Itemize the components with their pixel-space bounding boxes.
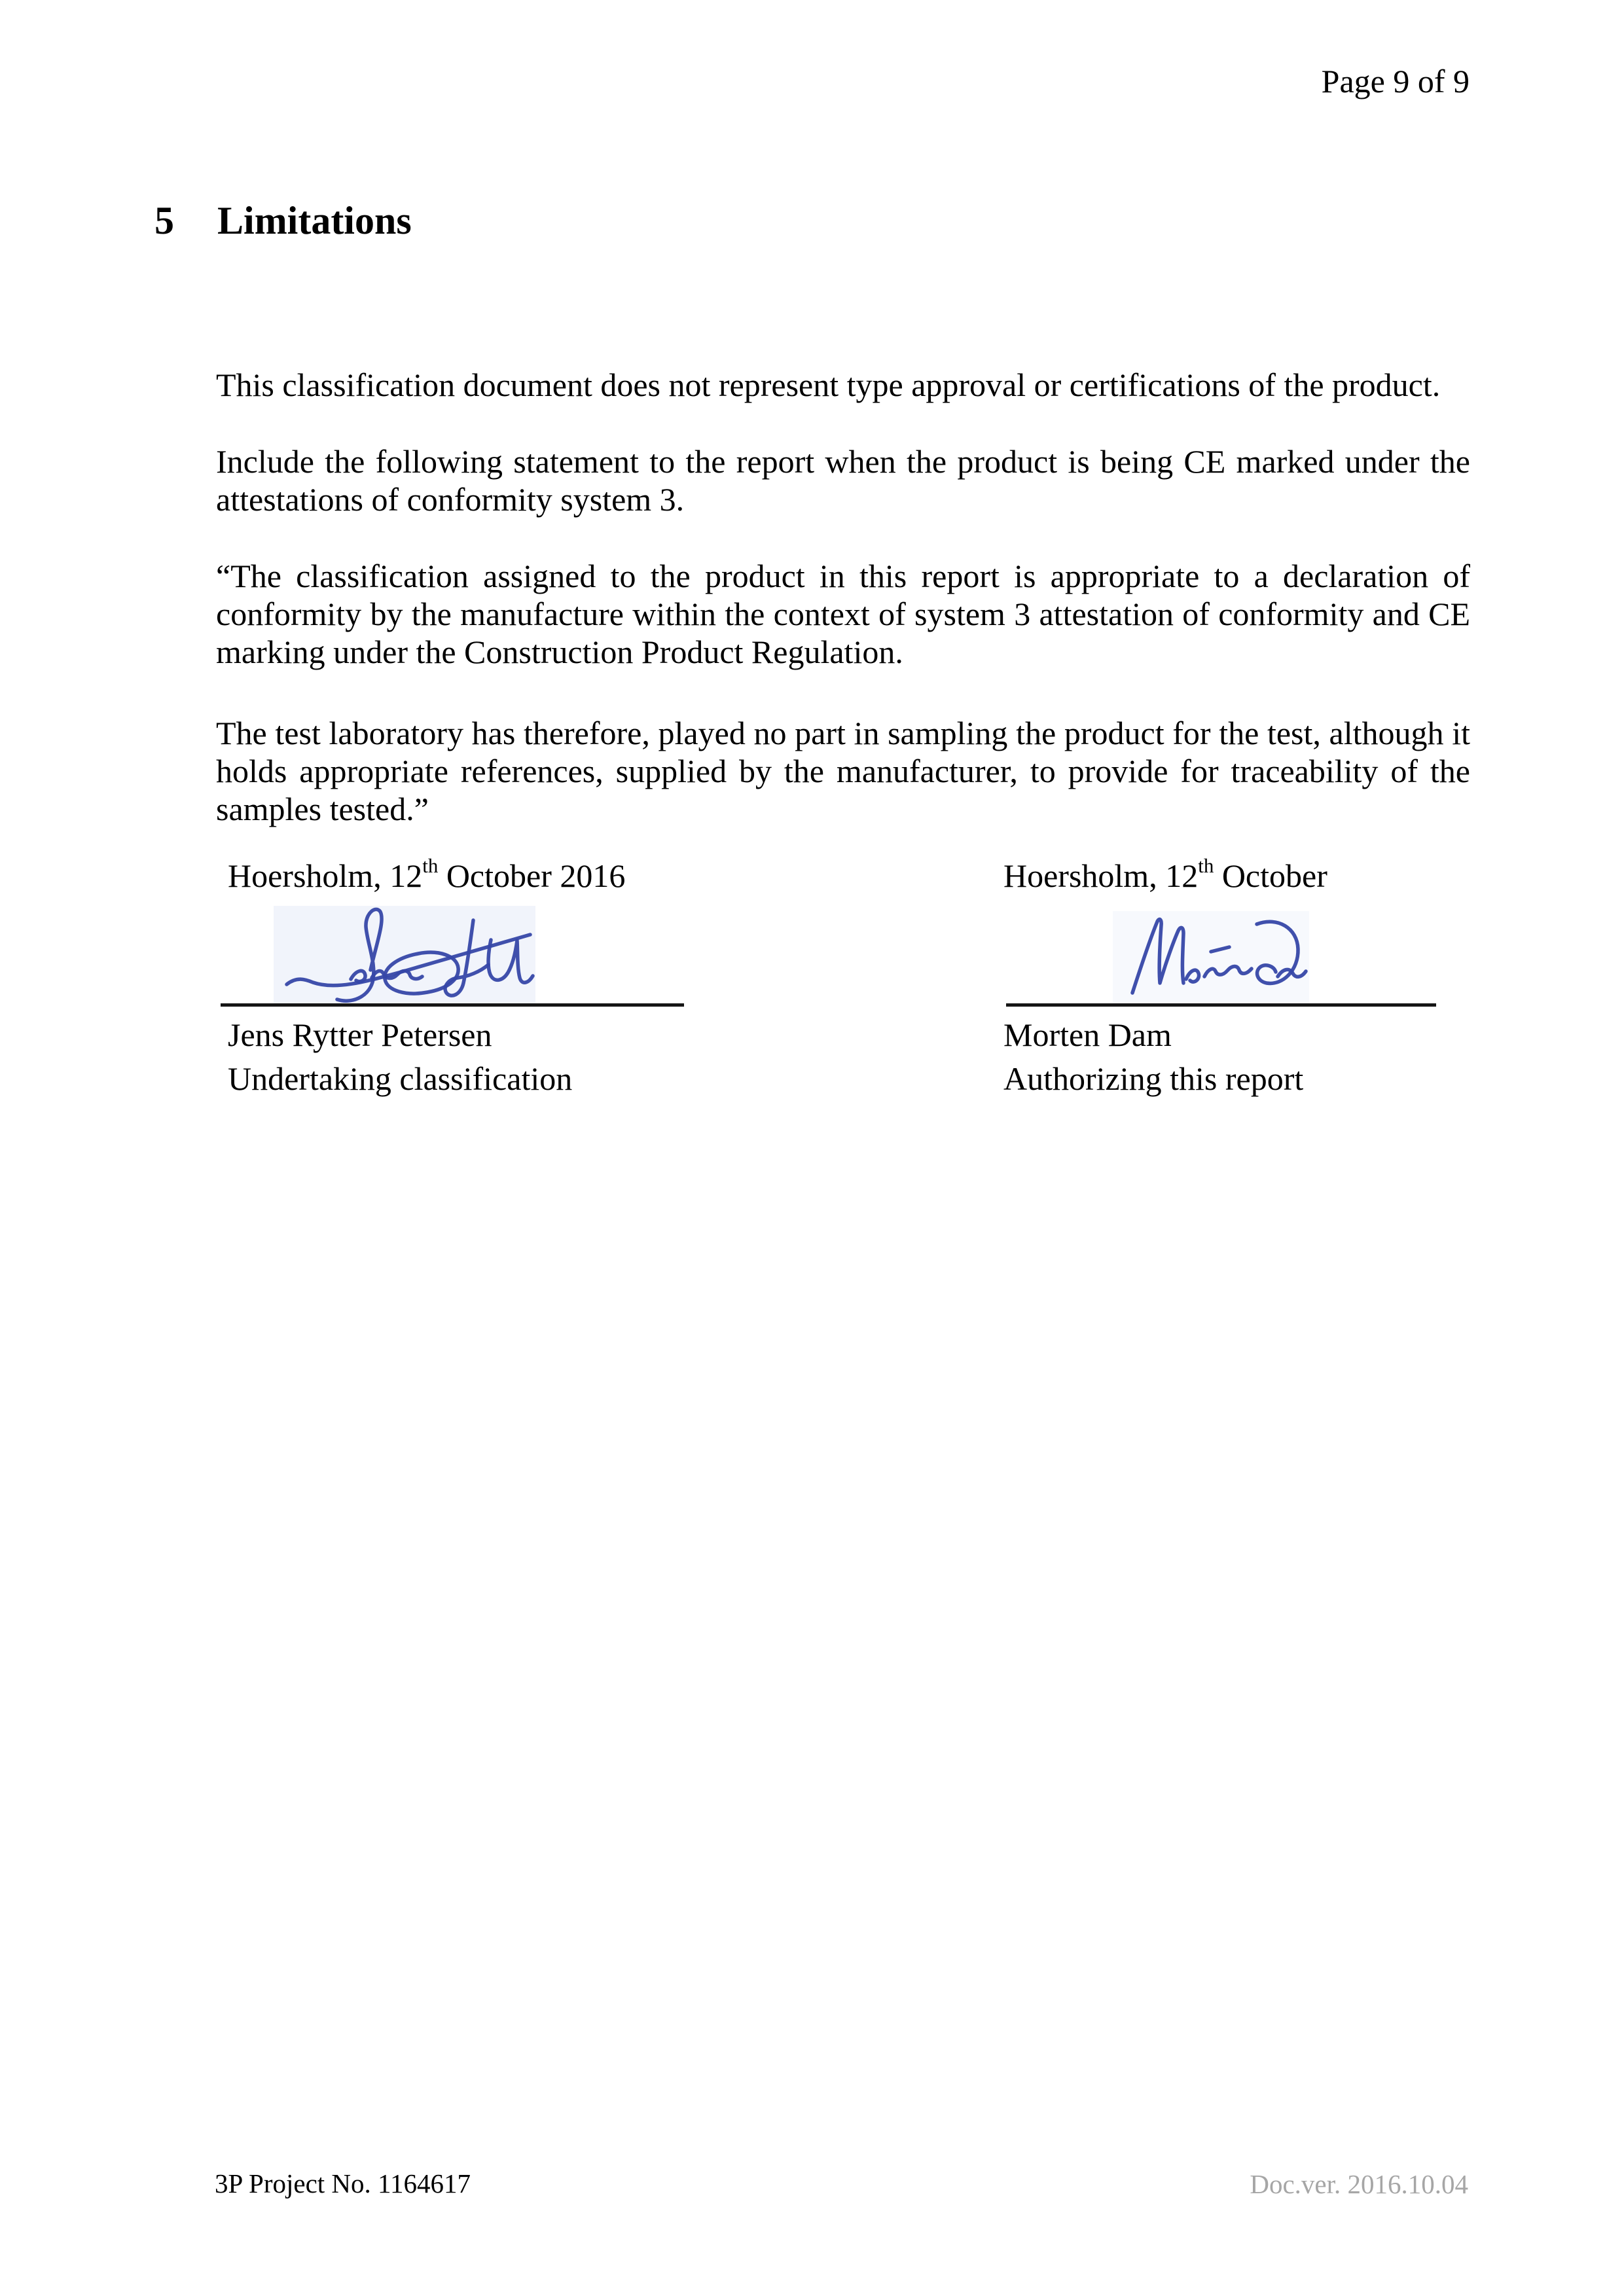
page-number: Page 9 of 9 [1321,63,1470,99]
section-number: 5 [154,199,174,242]
signature-date-right-rest: October [1214,857,1327,894]
section-title: Limitations [217,199,412,242]
paragraph-type-approval: This classification document does not represent type approval or certifications of the product. [216,367,1441,403]
morten-dam-signature [1113,911,1309,1006]
signature-date-left [228,854,626,899]
paragraph-include-statement: Include the following statement to the report when the product is being CE marked under the attestations of conformity system 3. [216,443,1470,518]
signature-date-right-ordinal: th [1198,854,1214,877]
paragraph-test-laboratory: The test laboratory has therefore, played no part in sampling the product for the test, although it holds appropriate references, supplied by the manufacturer, to provide for traceability of the samples tested.” [216,715,1470,827]
jens-rytter-petersen-signature [274,906,535,1004]
signature-line-left [221,1003,684,1007]
signatory-name-left: Jens Rytter Petersen [228,1016,492,1053]
section-heading [154,198,412,243]
signature-line-right [1006,1003,1436,1007]
signatory-name-right: Morten Dam [1003,1016,1172,1053]
footer-project-number: 3P Project No. 1164617 [215,2168,471,2198]
signature-date-right [1003,854,1327,899]
signature-date-right-text: Hoersholm, 12 [1003,857,1199,894]
paragraph-classification-quote: “The classification assigned to the product in this report is appropriate to a declaration of conformity by the manufacture within the context of system 3 attestation of conformity and CE marking under the Construction Product Regulation. [216,558,1470,670]
signatory-role-right: Authorizing this report [1003,1060,1304,1097]
signature-date-left-ordinal: th [422,854,439,877]
signature-date-left-rest: October 2016 [438,857,626,894]
signatory-role-left: Undertaking classification [228,1060,573,1097]
footer-doc-version: Doc.ver. 2016.10.04 [1250,2169,1468,2199]
signature-date-left-text: Hoersholm, 12 [228,857,423,894]
